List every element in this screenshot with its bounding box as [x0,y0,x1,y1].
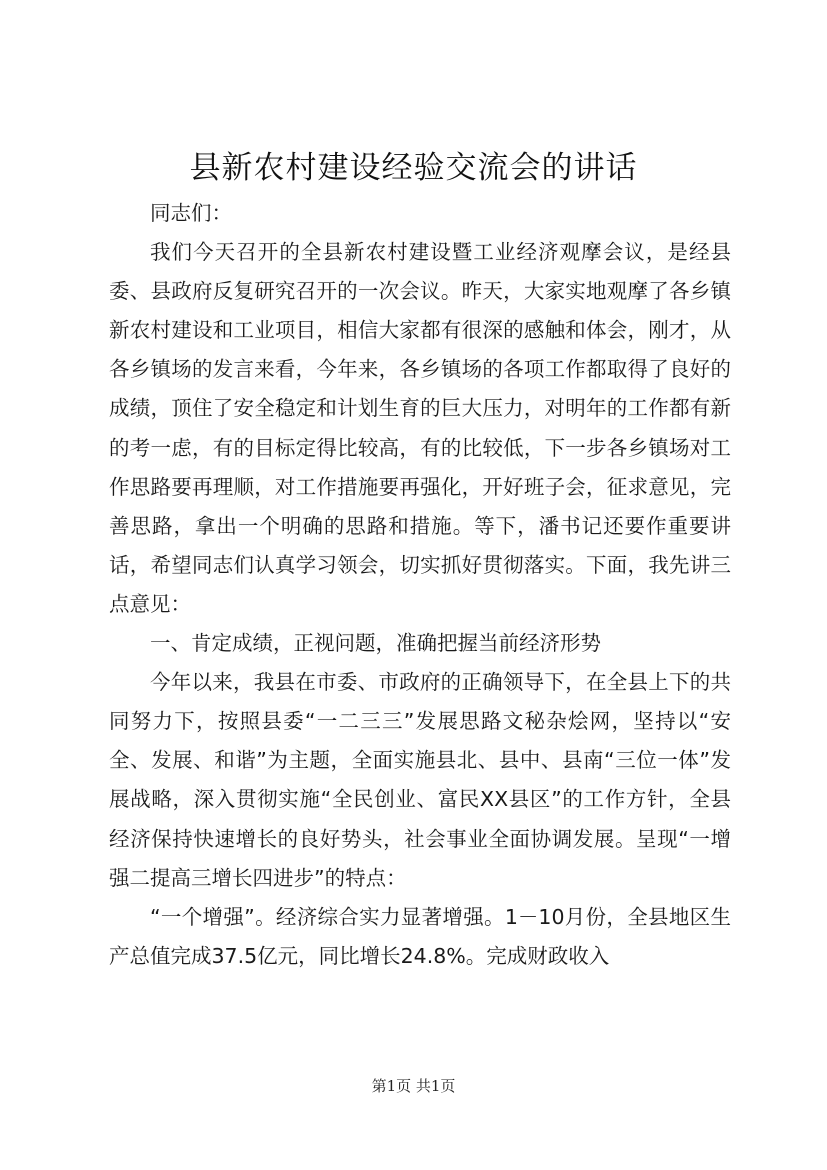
document-title: 县新农村建设经验交流会的讲话 [189,150,638,186]
page-number-footer: 第1页 共1页 [371,1077,456,1095]
intro-paragraph: 我们今天召开的全县新农村建设暨工业经济观摩会议，是经县委、县政府反复研究召开的一次会议。昨天，大家实地观摩了各乡镇新农村建设和工业项目，相信大家都有很深的感触和体会，刚才，从各乡镇场的发言来看，今年来，各乡镇场的各项工作都取得了良好的成绩，顶住了安全稳定和计划生育的巨大压力，对明年的工作都有新的考一虑，有的目标定得比较高，有的比较低，下一步各乡镇场对工作思路要再理顺，对工作措施要再强化，开好班子会，征求意见，完善思路，拿出一个明确的思路和措施。等下，潘书记还要作重要讲话，希望同志们认真学习领会，切实抓好贯彻落实。下面，我先讲三点意见： [109,240,731,616]
section-heading: 一、肯定成绩，正视问题，准确把握当前经济形势 [150,631,601,656]
achievements-paragraph: 今年以来，我县在市委、市政府的正确领导下，在全县上下的共同努力下，按照县委“一二三三”发展思路文秘杂烩网，坚持以“安全、发展、和谐”为主题，全面实施县北、县中、县南“三位一体”发展战略，深入贯彻实施“全民创业、富民XX县区”的工作方针，全县经济保持快速增长的良好势头，社会事业全面协调发展。呈现“一增强二提高三增长四进步”的特点： [109,670,731,890]
document-body [109,194,731,976]
salutation-paragraph: 同志们： [150,201,232,225]
economy-paragraph: “一个增强”。经济综合实力显著增强。1－10月份，全县地区生产总值完成37.5亿元，同比增长24.8%。完成财政收入 [109,904,731,968]
